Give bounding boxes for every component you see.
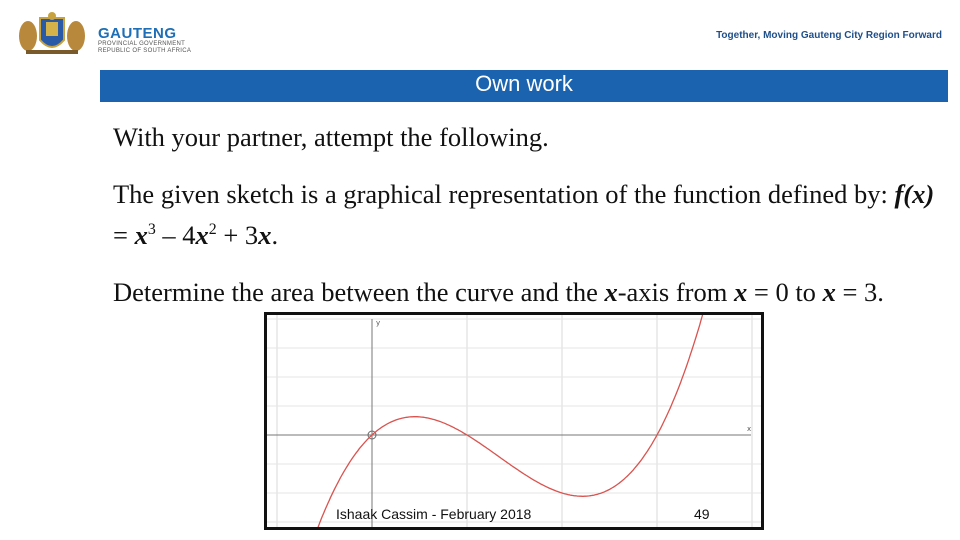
lower-limit-var: x bbox=[734, 277, 748, 307]
exponent-3: 3 bbox=[147, 221, 156, 239]
period: . bbox=[271, 220, 279, 250]
footer-author: Ishaak Cassim - February 2018 bbox=[336, 506, 532, 522]
function-description bbox=[113, 174, 943, 256]
description-text: The given sketch is a graphical representation of the function defined by: bbox=[113, 179, 895, 209]
title-bar bbox=[100, 70, 948, 102]
exponent-2: 2 bbox=[208, 221, 217, 239]
instruction-text bbox=[113, 117, 943, 158]
brand-country: REPUBLIC OF SOUTH AFRICA bbox=[98, 48, 192, 54]
function-curve bbox=[277, 315, 752, 527]
var-x2: x bbox=[195, 220, 209, 250]
header bbox=[0, 0, 960, 66]
var-x1: x bbox=[134, 220, 148, 250]
coat-of-arms-icon bbox=[10, 10, 94, 56]
upper-limit-var: x bbox=[822, 277, 836, 307]
x-axis-label: x bbox=[747, 425, 752, 433]
function-graph bbox=[264, 312, 764, 530]
axis-var: x bbox=[604, 277, 618, 307]
task-part-a: Determine the area between the curve and the bbox=[113, 277, 605, 307]
function-name: f(x) bbox=[894, 179, 935, 209]
y-axis-label: y bbox=[376, 319, 381, 327]
graph-canvas bbox=[267, 315, 761, 527]
slide-title: Own work bbox=[475, 71, 573, 96]
page-number: 49 bbox=[694, 506, 710, 522]
task-part-d: = 3. bbox=[835, 277, 884, 307]
equals: = bbox=[113, 220, 135, 250]
tagline: Together, Moving Gauteng City Region Forward bbox=[716, 30, 942, 41]
task-part-c: = 0 to bbox=[747, 277, 823, 307]
minus-term: – 4 bbox=[155, 220, 196, 250]
instruction-line: With your partner, attempt the following. bbox=[113, 122, 549, 152]
brand-subtitle: PROVINCIAL GOVERNMENT bbox=[98, 41, 186, 47]
var-x3: x bbox=[258, 220, 272, 250]
task-text bbox=[113, 272, 943, 313]
plus-term: + 3 bbox=[216, 220, 259, 250]
task-part-b: -axis from bbox=[617, 277, 734, 307]
brand bbox=[98, 26, 191, 55]
brand-name: GAUTENG bbox=[98, 25, 177, 42]
